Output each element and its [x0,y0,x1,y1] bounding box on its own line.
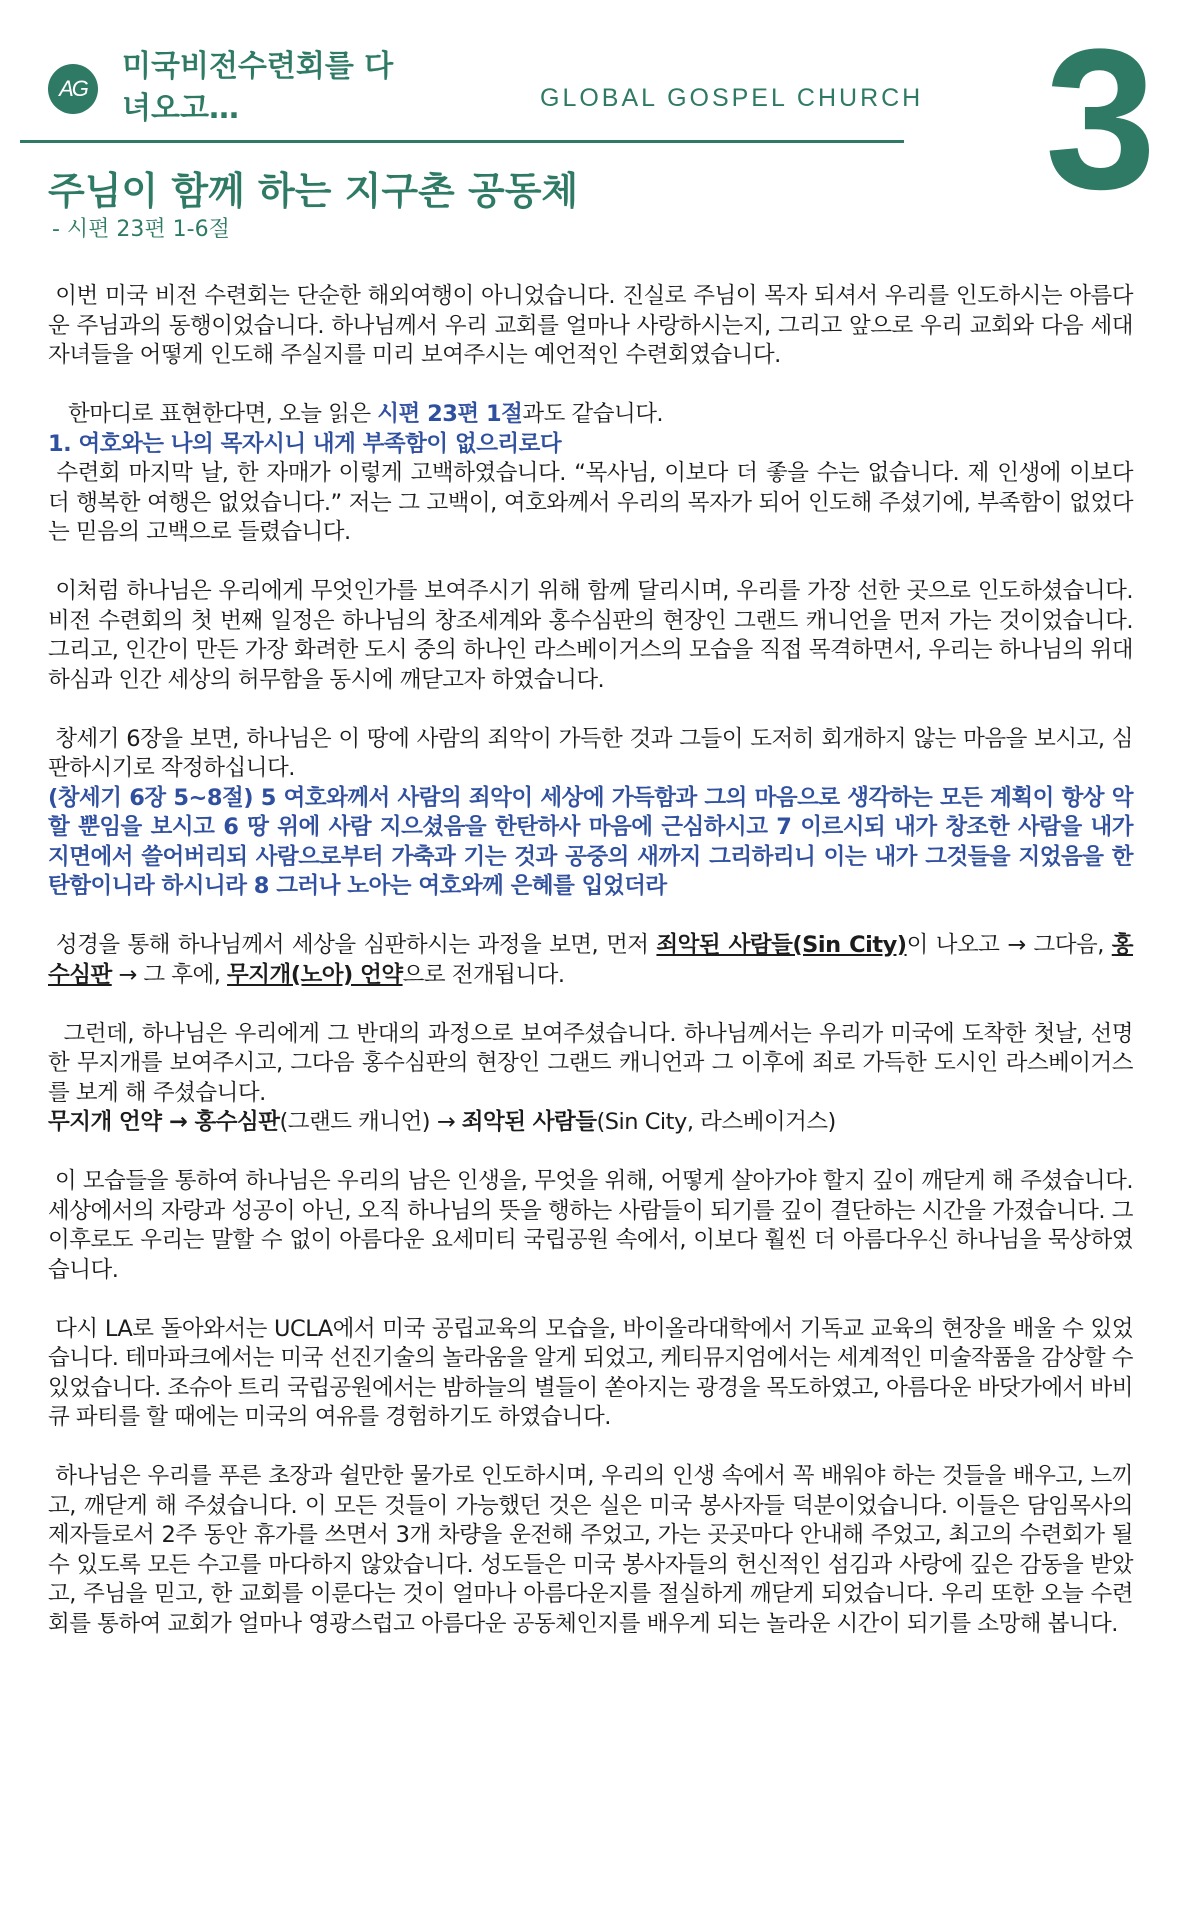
paragraph-3: 수련회 마지막 날, 한 자매가 이렇게 고백하였습니다. “목사님, 이보다 더 좋을 수는 없습니다. 제 인생에 이보다 더 행복한 여행은 없었습니다.” 저는 그 고백이, 여호와께서 우리의 목자가 되어 인도해 주셨기에, 부족함이 없었다는 믿음의 고백으로 들렸습니다. [48,460,1134,545]
verse-psalm-23-1: 1. 여호와는 나의 목자시니 내게 부족함이 없으리로다 [48,430,562,457]
article-body [48,282,1133,1669]
paragraph-10: 다시 LA로 돌아와서는 UCLA에서 미국 공립교육의 모습을, 바이올라대학에서 기독교 교육의 현장을 배울 수 있었습니다. 테마파크에서는 미국 선진기술의 놀라움을 알게 되었고, 케티뮤지엄에서는 세계적인 미술작품을 감상할 수 있었습니다. 조슈아 트리 국립공원에서는 밤하늘의 별들이 쏟아지는 광경을 목도하였고, 아름다운 바닷가에서 바비큐 파티를 할 때에는 미국의 여유를 경험하기도 하였습니다. [48,1315,1133,1430]
scripture-reference: - 시편 23편 1-6절 [52,217,230,242]
paragraph-6: 성경을 통해 하나님께서 세상을 심판하시는 과정을 보면, 먼저 죄악된 사람들(Sin City)이 나오고 → 그다음, 홍수심판 → 그 후에, 무지개(노아) 언약으로 전개됩니다. [48,932,1133,988]
paragraph-2: 한마디로 표현한다면, 오늘 읽은 시편 23편 1절과도 같습니다. [67,401,664,427]
paragraph-1: 이번 미국 비전 수련회는 단순한 해외여행이 아니었습니다. 진실로 주님이 목자 되셔서 우리를 인도하시는 아름다운 주님과의 동행이었습니다. 하나님께서 우리 교회를 얼마나 사랑하시는지, 그리고 앞으로 우리 교회와 다음 세대 자녀들을 어떻게 인도해 주실지를 미리 보여주시는 예언적인 수련회였습니다. [48,283,1133,368]
paragraph-9: 이 모습들을 통하여 하나님은 우리의 남은 인생을, 무엇을 위해, 어떻게 살아가야 할지 깊이 깨닫게 해 주셨습니다. 세상에서의 자랑과 성공이 아닌, 오직 하나님의 뜻을 행하는 사람들이 되기를 깊이 결단하는 시간을 가졌습니다. 그 이후로도 우리는 말할 수 없이 아름다운 요세미티 국립공원 속에서, 이보다 훨씬 더 아름다우신 하나님을 묵상하였습니다. [48,1168,1133,1283]
summary-line: 무지개 언약 → 홍수심판(그랜드 캐니언) → 죄악된 사람들(Sin City, 라스베이거스) [48,1109,836,1135]
series-title: 미국비전수련회를 다녀오고… [122,49,394,126]
paragraph-11: 하나님은 우리를 푸른 초장과 쉴만한 물가로 인도하시며, 우리의 인생 속에서 꼭 배워야 하는 것들을 배우고, 느끼고, 깨닫게 해 주셨습니다. 이 모든 것들이 가능했던 것은 실은 미국 봉사자들 덕분이었습니다. 이들은 담임목사의 제자들로서 2주 동안 휴가를 쓰면서 3개 차량을 운전해 주었고, 가는 곳곳마다 안내해 주었고, 최고의 수련회가 될 수 있도록 모든 수고를 마다하지 않았습니다. 성도들은 미국 봉사자들의 헌신적인 섬김과 사랑에 깊은 감동을 받았고, 주님을 믿고, 한 교회를 이룬다는 것이 얼마나 아름다운지를 절실하게 깨닫게 되었습니다. 우리 또한 오늘 수련회를 통하여 교회가 얼마나 영광스럽고 아름다운 공동체인지를 배우게 되는 놀라운 시간이 되기를 소망해 봅니다. [48,1463,1133,1637]
paragraph-7: 그런데, 하나님은 우리에게 그 반대의 과정으로 보여주셨습니다. 하나님께서는 우리가 미국에 도착한 첫날, 선명한 무지개를 보여주시고, 그다음 홍수심판의 현장인 그랜드 캐니언과 그 이후에 죄로 가득한 도시인 라스베이거스를 보게 해 주셨습니다. [48,1020,1133,1106]
genesis-quote: (창세기 6장 5~8절) 5 여호와께서 사람의 죄악이 세상에 가득함과 그의 마음으로 생각하는 모든 계획이 항상 악할 뿐임을 보시고 6 땅 위에 사람 지으셨음을 한탄하사 마음에 근심하시고 7 이르시되 내가 창조한 사람을 내가 지면에서 쓸어버리되 사람으로부터 가축과 기는 것과 공중의 새까지 그리하리니 이는 내가 그것들을 지었음을 한탄함이니라 하시니라 8 그러나 노아는 여호와께 은혜를 입었더라 [48,784,1133,899]
church-logo: AG [48,64,98,114]
sermon-title: 주님이 함께 하는 지구촌 공동체 [48,169,579,213]
issue-number: 3 [1045,8,1157,231]
paragraph-5: 창세기 6장을 보면, 하나님은 이 땅에 사람의 죄악이 가득한 것과 그들이 도저히 회개하지 않는 마음을 보시고, 심판하시기로 작정하십니다. [48,725,1133,781]
paragraph-4: 이처럼 하나님은 우리에게 무엇인가를 보여주시기 위해 함께 달리시며, 우리를 가장 선한 곳으로 인도하셨습니다. 비전 수련회의 첫 번째 일정은 하나님의 창조세계와 홍수심판의 현장인 그랜드 캐니언을 먼저 가는 것이었습니다. 그리고, 인간이 만든 가장 화려한 도시 중의 하나인 라스베이거스의 모습을 직접 목격하면서, 우리는 하나님의 위대하심과 인간 세상의 허무함을 동시에 깨닫고자 하였습니다. [48,578,1133,693]
church-name: GLOBAL GOSPEL CHURCH [540,84,924,112]
header-divider [20,140,904,143]
